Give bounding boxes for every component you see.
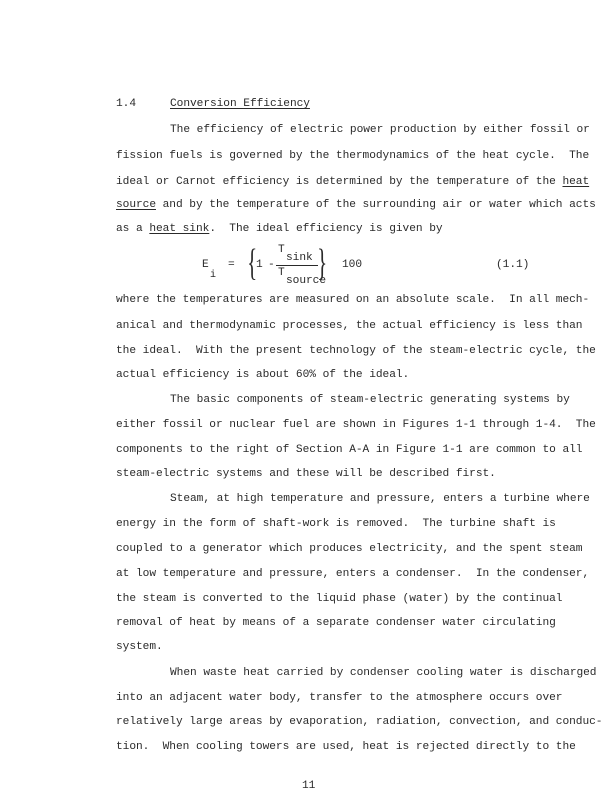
text-line: at low temperature and pressure, enters a condenser. In the condenser, (116, 568, 590, 580)
text-line: When waste heat carried by condenser cooling water is discharged (170, 667, 597, 679)
equation-factor: 100 (342, 259, 362, 271)
text-line: as a heat sink. The ideal efficiency is given by (116, 223, 443, 235)
left-brace: { (247, 242, 258, 284)
text-line: steam-electric systems and these will be described first. (116, 468, 496, 480)
text-line: removal of heat by means of a separate condenser water circulating (116, 617, 556, 629)
text-line: the ideal. With the present technology of the steam-electric cycle, the (116, 345, 596, 357)
page-number: 11 (302, 780, 316, 792)
section-number: 1.4 (116, 98, 136, 110)
numerator-t: T (278, 244, 285, 256)
section-title: Conversion Efficiency (170, 98, 310, 110)
text-line: relatively large areas by evaporation, radiation, convection, and conduc- (116, 716, 603, 728)
text-line: tion. When cooling towers are used, heat is rejected directly to the (116, 741, 576, 753)
numerator-subscript: sink (286, 252, 313, 264)
fraction-bar (276, 265, 318, 266)
text-line: the steam is converted to the liquid phase (water) by the continual (116, 593, 563, 605)
text-line: either fossil or nuclear fuel are shown in Figures 1-1 through 1-4. The (116, 419, 596, 431)
denominator-subscript: source (286, 275, 326, 287)
text-line: Steam, at high temperature and pressure, enters a turbine where (170, 493, 590, 505)
denominator-t: T (278, 267, 285, 279)
text-line: anical and thermodynamic processes, the actual efficiency is less than (116, 320, 583, 332)
equation-minus: - (268, 259, 275, 271)
text-line: actual efficiency is about 60% of the ideal. (116, 369, 410, 381)
text-line: where the temperatures are measured on an absolute scale. In all mech- (116, 294, 590, 306)
equation-lhs-subscript: i (210, 270, 216, 281)
text-line: energy in the form of shaft-work is removed. The turbine shaft is (116, 518, 556, 530)
text-line: The basic components of steam-electric generating systems by (170, 394, 570, 406)
text-line: coupled to a generator which produces electricity, and the spent steam (116, 543, 583, 555)
text-line: system. (116, 641, 163, 653)
equation-one: 1 (256, 259, 263, 271)
text-line: source and by the temperature of the surrounding air or water which acts (116, 199, 596, 211)
term-heat-source: heat (562, 176, 590, 188)
right-brace: } (317, 242, 328, 284)
equation-number: (1.1) (496, 259, 530, 271)
text-line: fission fuels is governed by the thermodynamics of the heat cycle. The (116, 150, 590, 162)
text-line: The efficiency of electric power production by either fossil or (170, 124, 590, 136)
term-heat-source: source (116, 199, 156, 211)
text-line: components to the right of Section A-A in Figure 1-1 are common to all (116, 444, 583, 456)
term-heat-sink: heat sink (149, 223, 210, 235)
text-line: into an adjacent water body, transfer to the atmosphere occurs over (116, 692, 563, 704)
text-line: ideal or Carnot efficiency is determined by the temperature of the heat (116, 176, 590, 188)
equation-lhs: E (202, 259, 209, 271)
equation-equals: = (228, 259, 235, 271)
